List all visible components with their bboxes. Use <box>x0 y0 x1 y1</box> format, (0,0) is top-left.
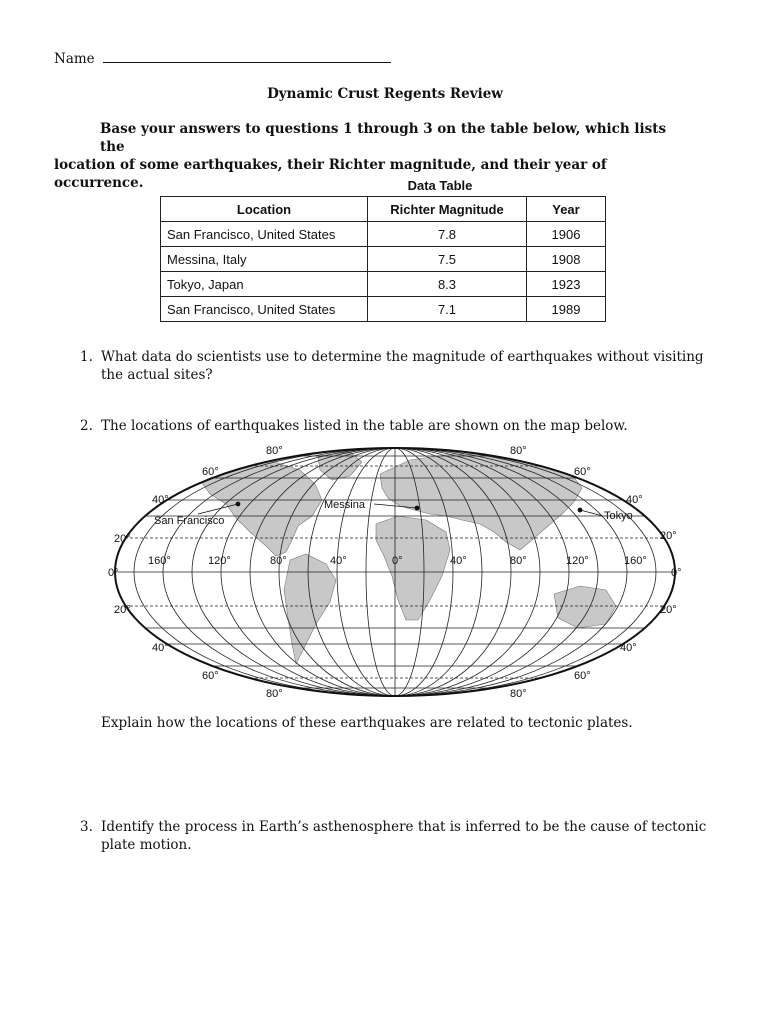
table-row <box>161 222 606 247</box>
cell-year: 1989 <box>527 297 606 322</box>
lat-label-0-right: 0° <box>671 567 682 579</box>
san-francisco-label: San Francisco <box>154 515 225 527</box>
question-text: What data do scientists use to determine the magnitude of earthquakes without visiting the actual sites? <box>101 349 704 383</box>
table-header-row <box>161 197 606 222</box>
lon-label-80w: 80° <box>270 555 287 567</box>
lat-label-80s-left: 80° <box>266 688 283 700</box>
tokyo-label: Tokyo <box>604 510 633 522</box>
lat-label-20-right: 20° <box>660 530 677 542</box>
question-text: Identify the process in Earth’s asthenosphere that is inferred to be the cause of tectonic plate motion. <box>101 819 707 853</box>
cell-magnitude: 8.3 <box>368 272 527 297</box>
lat-label-40-right: 40° <box>626 494 643 506</box>
table-row <box>161 297 606 322</box>
lat-label-20-left: 20° <box>114 533 131 545</box>
lat-label-80-left: 80° <box>266 445 283 457</box>
land-south-america <box>284 554 336 664</box>
cell-magnitude: 7.5 <box>368 247 527 272</box>
cell-year: 1923 <box>527 272 606 297</box>
world-map <box>100 440 690 702</box>
cell-location: Tokyo, Japan <box>161 272 368 297</box>
lat-label-60s-left: 60° <box>202 670 219 682</box>
table-row <box>161 272 606 297</box>
land-africa <box>376 516 450 620</box>
table-row <box>161 247 606 272</box>
lat-label-80s-right: 80° <box>510 688 527 700</box>
intro-line-1: Base your answers to questions 1 through 3 on the table below, which lists the <box>100 121 667 155</box>
page-title: Dynamic Crust Regents Review <box>267 86 503 102</box>
messina-label: Messina <box>324 499 365 511</box>
data-table <box>160 196 606 322</box>
header-location: Location <box>161 197 368 222</box>
explain-prompt: Explain how the locations of these earthquakes are related to tectonic plates. <box>101 715 633 731</box>
question-number: 2. <box>80 418 93 434</box>
lat-label-40-left: 40° <box>152 494 169 506</box>
lat-label-0-left: 0° <box>108 567 119 579</box>
lon-label-160e: 160° <box>624 555 647 567</box>
question-text: The locations of earthquakes listed in the table are shown on the map below. <box>101 418 628 434</box>
header-magnitude: Richter Magnitude <box>368 197 527 222</box>
question-number: 3. <box>80 819 93 835</box>
intro-line-2: location of some earthquakes, their Richter magnitude, and their year of occurrence. <box>54 157 607 191</box>
question-2 <box>80 417 720 435</box>
lon-label-40e: 40° <box>450 555 467 567</box>
lat-label-60-right: 60° <box>574 466 591 478</box>
lon-label-120e: 120° <box>566 555 589 567</box>
header-year: Year <box>527 197 606 222</box>
cell-year: 1906 <box>527 222 606 247</box>
lat-label-60s-right: 60° <box>574 670 591 682</box>
cell-location: Messina, Italy <box>161 247 368 272</box>
lon-label-120w: 120° <box>208 555 231 567</box>
longitude-labels <box>148 555 647 567</box>
name-line <box>54 50 391 67</box>
lon-label-0: 0° <box>392 555 403 567</box>
cell-location: San Francisco, United States <box>161 222 368 247</box>
question-1 <box>80 348 720 384</box>
lat-label-60-left: 60° <box>202 466 219 478</box>
name-blank[interactable] <box>103 50 391 63</box>
landmasses <box>200 452 616 664</box>
cell-location: San Francisco, United States <box>161 297 368 322</box>
cell-year: 1908 <box>527 247 606 272</box>
lat-label-80-right: 80° <box>510 445 527 457</box>
name-label: Name <box>54 51 95 67</box>
lat-label-20s-left: 20° <box>114 604 131 616</box>
land-australia <box>554 586 616 628</box>
graticule <box>100 440 690 702</box>
lat-label-40s-right: 40° <box>620 642 637 654</box>
lon-label-160w: 160° <box>148 555 171 567</box>
table-caption: Data Table <box>407 178 473 193</box>
cell-magnitude: 7.1 <box>368 297 527 322</box>
lat-label-40s-left: 40° <box>152 642 169 654</box>
lat-label-20s-right: 20° <box>660 604 677 616</box>
question-number: 1. <box>80 349 93 365</box>
question-3 <box>80 818 720 854</box>
cell-magnitude: 7.8 <box>368 222 527 247</box>
lon-label-40w: 40° <box>330 555 347 567</box>
lon-label-80e: 80° <box>510 555 527 567</box>
